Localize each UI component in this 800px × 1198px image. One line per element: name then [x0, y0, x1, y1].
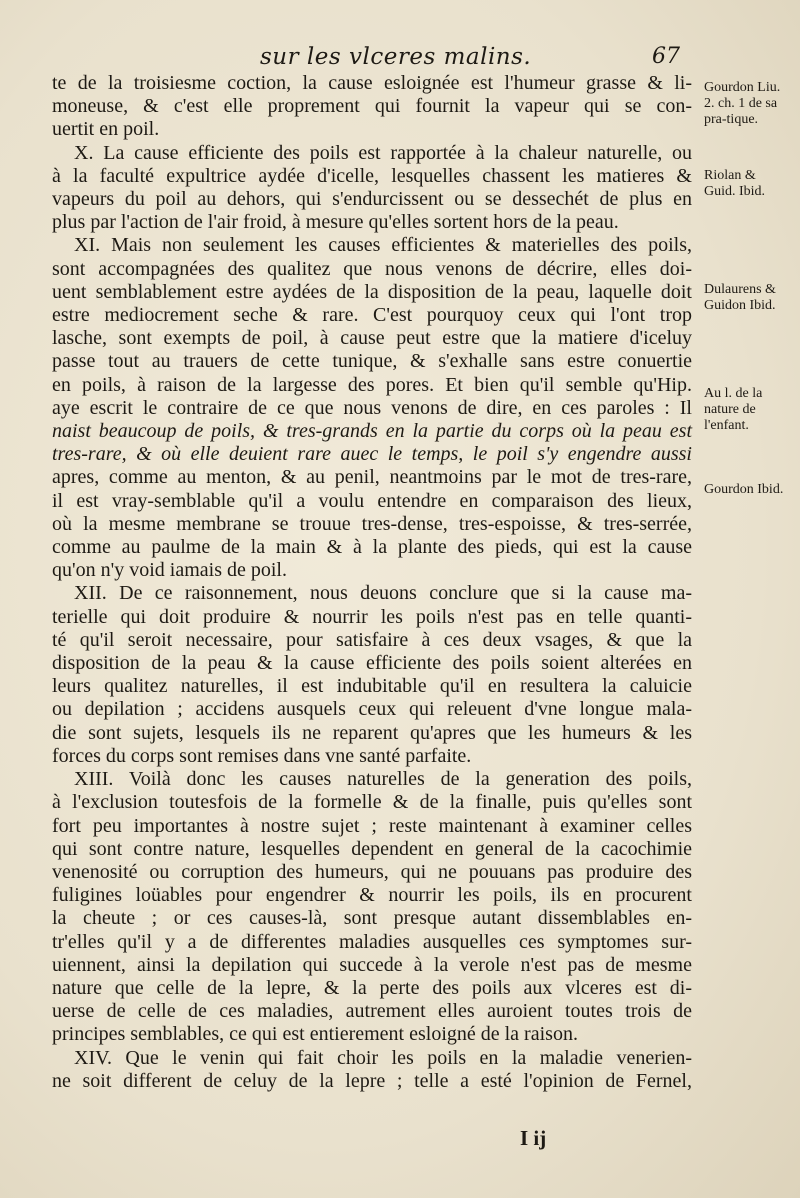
- text-line: uiennent, ainsi la depilation qui succede à la verole n'est pas de mesme: [52, 953, 692, 976]
- text-line: leurs qualitez naturelles, il est indubitable qu'il en resultera la caluicie: [52, 675, 692, 698]
- text-line: XIV. Que le venin qui fait choir les poils en la maladie venerien-: [74, 1046, 692, 1069]
- margin-note: Dulaurens & Guidon Ibid.: [704, 282, 776, 313]
- text-line: XIII. Voilà donc les causes naturelles de la generation des poils,: [74, 768, 692, 791]
- text-line: XII. De ce raisonnement, nous deuons conclure que si la cause ma-: [74, 582, 692, 605]
- text-line: ou depilation ; accidens ausquels ceux qui releuent d'vne longue mala-: [52, 698, 692, 721]
- body-text: [52, 72, 692, 1093]
- text-line: tr'elles qu'il y a de differentes maladies ausquelles ces symptomes sur-: [52, 930, 692, 953]
- margin-note: Riolan & Guid. Ibid.: [704, 168, 766, 199]
- text-line: uerse de celle de ces maladies, autrement elles auroient toutes trois de: [52, 1000, 692, 1023]
- text-line: où la mesme membrane se trouue tres-dense, tres-espoisse, & tres-serrée,: [52, 512, 692, 535]
- text-line: vapeurs du poil au dehors, qui s'endurcissent ou se dessechét de plus en: [52, 188, 692, 211]
- text-line: forces du corps sont remises dans vne santé parfaite.: [52, 744, 472, 767]
- text-line: à l'exclusion toutesfois de la formelle & de la finalle, puis qu'elles sont: [52, 791, 692, 814]
- text-line: die sont sujets, lesquels ils ne reparent qu'apres que les humeurs & les: [52, 721, 692, 744]
- text-line: sont accompagnées des qualitez que nous venons de décrire, elles doi-: [52, 257, 692, 280]
- text-line: qui sont contre nature, lesquelles dependent en general de la cacochimie: [52, 837, 692, 860]
- text-line: terielle qui doit produire & nourrir les poils n'est pas en telle quanti-: [52, 605, 692, 628]
- text-line: venenosité ou corruption des humeurs, qui ne pouuans pas produire des: [52, 860, 692, 883]
- text-line: plus par l'action de l'air froid, à mesure qu'elles sortent hors de la peau.: [52, 211, 619, 234]
- text-line: uertit en poil.: [52, 118, 160, 141]
- text-line: naist beaucoup de poils, & tres-grands en la partie du corps où la peau est: [52, 420, 692, 443]
- margin-note: Gourdon Ibid.: [704, 482, 784, 497]
- text-line: comme au paulme de la main & à la plante des pieds, qui est la cause: [52, 536, 692, 559]
- page-number: 67: [652, 44, 680, 69]
- text-line: ne soit different de celuy de la lepre ; telle a esté l'opinion de Fernel,: [52, 1069, 692, 1092]
- text-line: aye escrit le contraire de ce que nous venons de dire, en ces paroles : Il: [52, 396, 692, 419]
- page-header: [60, 44, 680, 74]
- text-line: apres, comme au menton, & au penil, neantmoins par le mot de tres-rare,: [52, 466, 692, 489]
- text-line: principes semblables, ce qui est entierement esloigné de la raison.: [52, 1023, 578, 1046]
- text-line: fuligines loüables pour engendrer & nourrir les poils, ils en procurent: [52, 884, 692, 907]
- text-line: qu'on n'y void iamais de poil.: [52, 559, 287, 582]
- text-line: il est vray-semblable qu'il a voulu entendre en comparaison des lieux,: [52, 489, 692, 512]
- margin-note: Au l. de la nature de l'enfant.: [704, 386, 763, 433]
- text-line: tres-rare, & où elle deuient rare auec le temps, le poil s'y engendre aussi: [52, 443, 692, 466]
- text-line: en poils, à raison de la largesse des pores. Et bien qu'il semble qu'Hip.: [52, 373, 692, 396]
- text-line: X. La cause efficiente des poils est rapportée à la chaleur naturelle, ou: [74, 141, 692, 164]
- text-line: passe tout au trauers de cette tunique, & s'exhalle sans estre conuertie: [52, 350, 692, 373]
- text-line: la cheute ; or ces causes-là, sont presque autant dissemblables en-: [52, 907, 692, 930]
- text-line: lasche, sont exempts de poil, à cause peut estre que la matiere d'iceluy: [52, 327, 692, 350]
- text-line: disposition de la peau & la cause efficiente des poils soient alterées en: [52, 652, 692, 675]
- text-line: estre mediocrement seche & rare. C'est pourquoy ceux qui l'ont trop: [52, 304, 692, 327]
- text-line: à la faculté expultrice aydée d'icelle, lesquelles chassent les matieres &: [52, 164, 692, 187]
- text-line: XI. Mais non seulement les causes efficientes & materielles des poils,: [74, 234, 692, 257]
- text-line: uent semblablement estre aydées de la disposition de la peau, laquelle doit: [52, 280, 692, 303]
- text-line: te de la troisiesme coction, la cause esloignée est l'humeur grasse & li-: [52, 72, 692, 94]
- running-title: sur les vlceres malins.: [260, 44, 532, 70]
- text-line: fort peu importantes à nostre sujet ; reste maintenant à examiner celles: [52, 814, 692, 837]
- text-line: nature que celle de la lepre, & la perte des poils aux vlceres est di-: [52, 976, 692, 999]
- text-line: moneuse, & c'est elle proprement qui fournit la vapeur qui se con-: [52, 95, 692, 118]
- signature-mark: I ij: [520, 1126, 547, 1150]
- margin-note: Gourdon Liu. 2. ch. 1 de sa pra-tique.: [704, 80, 781, 127]
- text-line: té qu'il seroit necessaire, pour satisfaire à ces deux vsages, & que la: [52, 628, 692, 651]
